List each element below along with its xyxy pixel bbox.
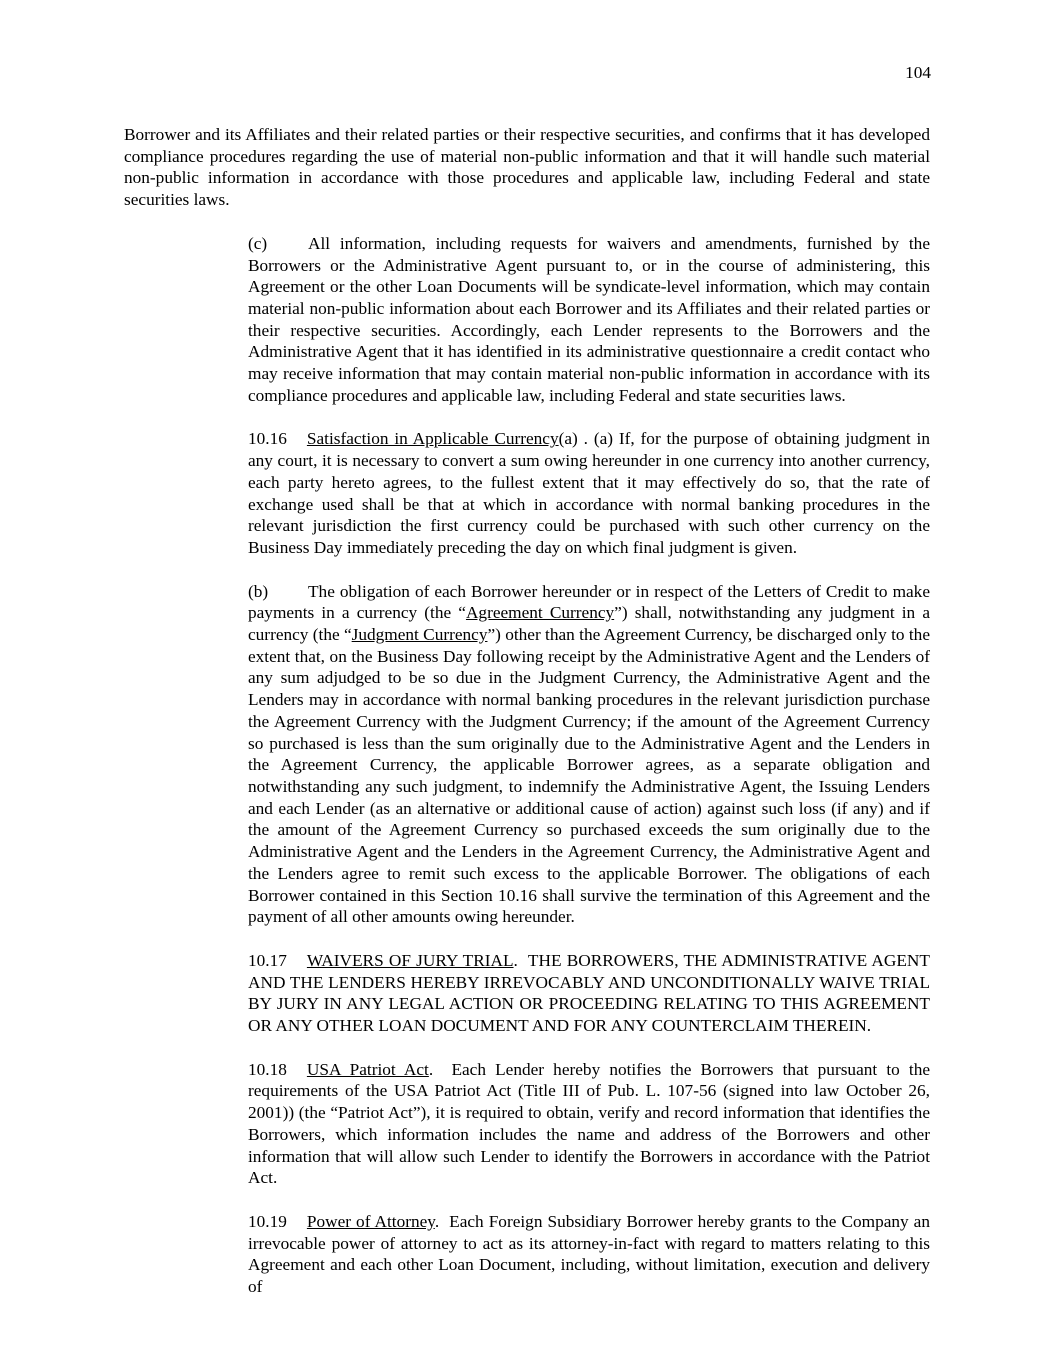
paragraph-label: (c) (248, 233, 268, 253)
section-text: (a) If, for the purpose of obtaining judgment in any court, it is necessary to convert a sum owing hereunder in one currency into another currency, each party hereto agrees, to the fullest extent that it may effectively do so, that the rate of exchange used shall be that at which in accordance with normal banking procedures in the relevant jurisdiction the first currency could be purchased with such other currency on the Business Day immediately preceding the day on which final judgment is given. (248, 429, 930, 557)
paragraph-c (124, 233, 930, 407)
paragraph-text-part: ”) shall, notwithstanding any judgment in a currency (the “ (248, 603, 930, 645)
section-text: Each Foreign Subsidiary Borrower hereby grants to the Company an irrevocable power of attorney to act as its attorney-in-fact with regard to matters relating to this Agreement and each other Loan Document, including, without limitation, execution and delivery of (248, 1211, 930, 1297)
paragraph-text: Borrower and its Affiliates and their related parties or their respective securities, and confirms that it has developed compliance procedures regarding the use of material non-public information and that it will handle such material non-public information in accordance with those procedures and applicable law, including Federal and state securities laws. (124, 125, 930, 210)
defined-term-agreement-currency: Agreement Currency (465, 603, 615, 623)
paragraph-text-part: ”) other than the Agreement Currency, be discharged only to the extent that, on the Business Day following receipt by the Administrative Agent and the Lenders of any sum adjudged to be so due in the Judgment Currency, the Administrative Agent and the Lenders may in accordance with normal banking procedures in the relevant jurisdiction purchase the Agreement Currency with the Judgment Currency; if the amount of the Agreement Currency so purchased is less than the sum originally due to the Administrative Agent and the Lenders in the Agreement Currency, the applicable Borrower agrees, as a separate obligation and notwithstanding any such judgment, to indemnify the Administrative Agent, the Issuing Lenders and each Lender (as an alternative or additional cause of action) against such loss (if any) and if the amount of the Agreement Currency so purchased exceeds the sum originally due to the Administrative Agent and the Lenders in the Agreement Currency, the Administrative Agent and the Lenders agree to remit such excess to the applicable Borrower. The obligations of each Borrower contained in this Section 10.16 shall survive the termination of this Agreement and the payment of all other amounts owing hereunder. (248, 625, 930, 927)
section-number: 10.17 (248, 950, 287, 970)
page-number: 104 (905, 63, 931, 82)
section-10-17 (124, 950, 930, 1037)
section-heading: USA Patriot Act (306, 1059, 429, 1079)
paragraph-label: (b) (248, 581, 269, 601)
heading-period: . (428, 1059, 434, 1079)
section-10-16 (124, 428, 930, 558)
section-text: THE BORROWERS, THE ADMINISTRATIVE AGENT AND THE LENDERS HEREBY IRREVOCABLY AND UNCONDITIONALLY WAIVE TRIAL BY JURY IN ANY LEGAL ACTION OR PROCEEDING RELATING TO THIS AGREEMENT OR ANY OTHER LOAN DOCUMENT AND FOR ANY COUNTERCLAIM THEREIN. (248, 950, 930, 1036)
paragraph-text: All information, including requests for waivers and amendments, furnished by the Borrowers or the Administrative Agent pursuant to, or in the course of administering, this Agreement or the other Loan Documents will be syndicate-level information, which may contain material non-public information about each Borrower and its Affiliates and their related parties or their respective securities. Accordingly, each Lender represents to the Borrowers and the Administrative Agent that it has identified in its administrative questionnaire a credit contact who may receive information that may contain material non-public information in accordance with its compliance procedures and applicable law, including Federal and state securities laws. (248, 233, 930, 405)
section-number: 10.16 (248, 429, 287, 449)
defined-term-judgment-currency: Judgment Currency (351, 625, 488, 645)
section-heading: Power of Attorney (306, 1211, 435, 1231)
section-10-19 (124, 1211, 930, 1298)
section-number: 10.19 (248, 1211, 287, 1231)
section-number: 10.18 (248, 1059, 287, 1079)
document-body (124, 124, 930, 1320)
section-10-18 (124, 1059, 930, 1189)
paragraph-continuation (124, 124, 930, 211)
paragraph-b (124, 581, 930, 928)
heading-period: . (513, 950, 518, 970)
paragraph-text-part: The obligation of each Borrower hereunder or in respect of the Letters of Credit to make payments in a currency (the “ (248, 581, 930, 623)
section-heading: WAIVERS OF JURY TRIAL (306, 950, 514, 970)
section-subheading-marker: (a) . (558, 429, 588, 449)
section-heading: Satisfaction in Applicable Currency (306, 429, 559, 449)
heading-period: . (434, 1211, 440, 1231)
section-text: Each Lender hereby notifies the Borrowers that pursuant to the requirements of the USA Patriot Act (Title III of Pub. L. 107-56 (signed into law October 26, 2001)) (the “Patriot Act”), it is required to obtain, verify and record information that identifies the Borrowers, which information includes the name and address of the Borrowers and other information that will allow such Lender to identify the Borrowers in accordance with the Patriot Act. (248, 1059, 931, 1188)
